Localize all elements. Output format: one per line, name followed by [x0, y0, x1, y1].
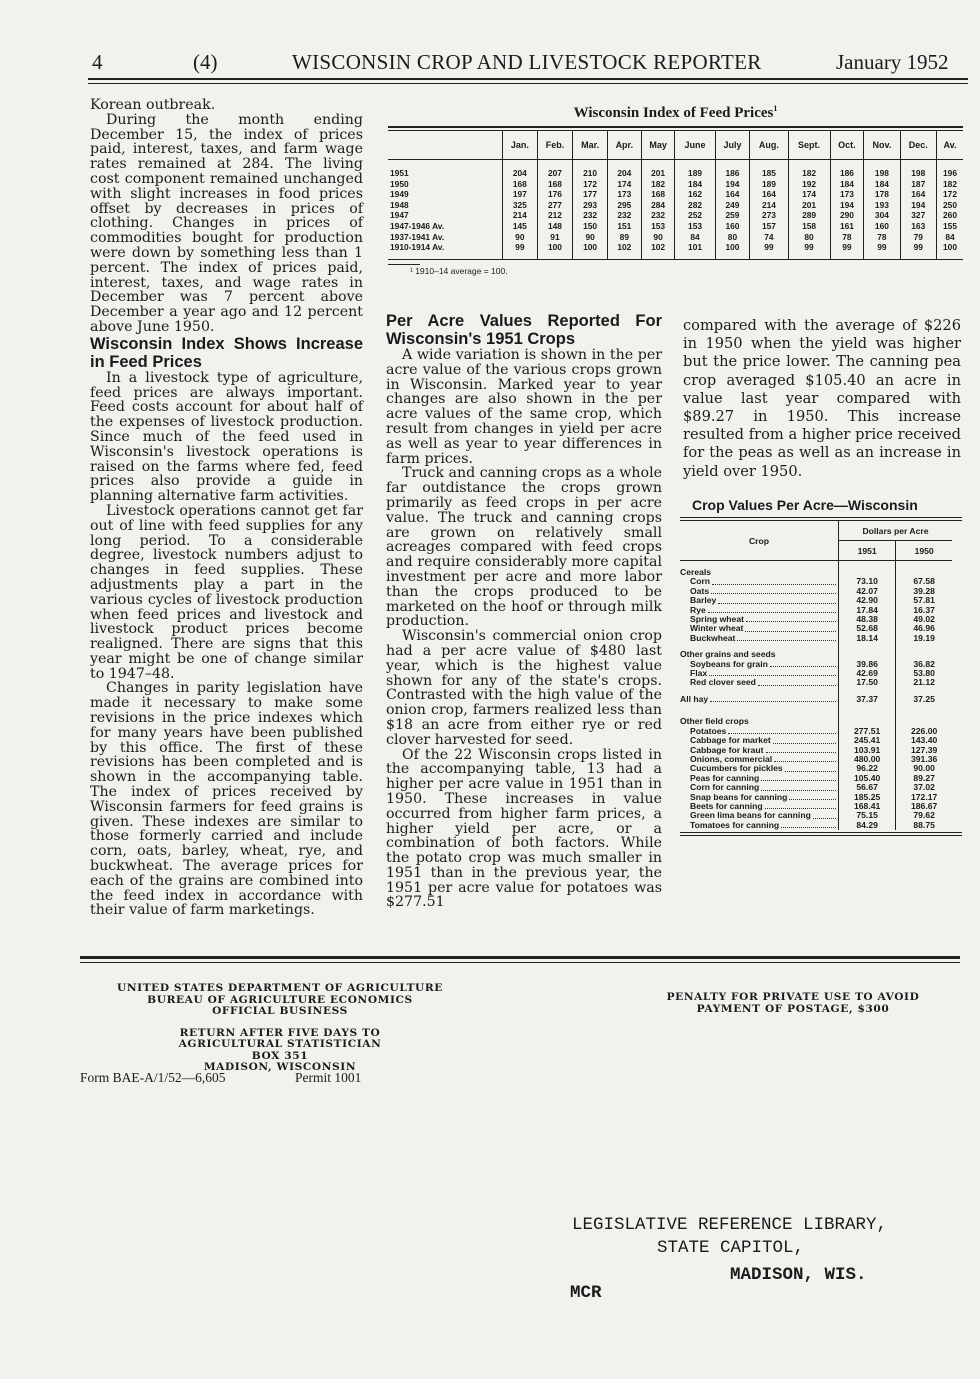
value-1951: 75.15	[839, 811, 896, 820]
row-label: 1947	[390, 210, 409, 221]
header-rule-thin	[88, 83, 968, 84]
table-row	[680, 577, 952, 586]
column-header: May	[641, 131, 675, 160]
table-cell: 182	[937, 179, 964, 190]
value-1950: 186.67	[896, 802, 952, 811]
paragraph: Of the 22 Wisconsin crops listed in the accompanying table, 13 had a higher per acre value in 1951 than in 1950. These increases in value occurred from higher farm prices, a higher yield per acre, or a combination of both factors. While the potato crop was much smaller in 1951 than in the previous year, the 1951 per acre value for potatoes was $277.51	[386, 746, 662, 911]
table-cell: 90	[503, 232, 538, 243]
mailer-line: BUREAU OF AGRICULTURE ECONOMICS	[147, 993, 413, 1006]
address-code: MCR	[570, 1283, 602, 1303]
crop-name: Corn for canning	[690, 782, 760, 793]
table-cell: 178	[864, 189, 900, 200]
crop-name: Cabbage for market	[690, 735, 771, 746]
table-row	[680, 596, 952, 605]
return-address-block	[86, 983, 474, 1074]
value-1951: 168.41	[839, 802, 896, 811]
crop-name: Rye	[690, 604, 706, 615]
address-line: MADISON, WIS.	[730, 1265, 867, 1285]
value-1950: 37.02	[896, 783, 952, 792]
table-row	[388, 189, 963, 200]
value-1950: 16.37	[896, 606, 952, 615]
value-1951: 18.14	[839, 634, 896, 643]
table-cell: 102	[607, 242, 641, 259]
column-header: Sept.	[788, 131, 830, 160]
table-cell: 290	[830, 210, 864, 221]
table-cell: 177	[573, 189, 608, 200]
table-cell: 207	[537, 160, 573, 179]
table-cell: 163	[900, 221, 937, 232]
value-1950: 53.80	[896, 669, 952, 678]
table-cell: 250	[937, 200, 964, 211]
page-number: 4	[92, 50, 103, 74]
group-label: Other field crops	[680, 716, 749, 727]
table-cell: 102	[641, 242, 675, 259]
crop-name: Cabbage for kraut	[690, 744, 764, 755]
column-header: Mar.	[573, 131, 608, 160]
column-header: Apr.	[607, 131, 641, 160]
value-1950: 67.58	[896, 577, 952, 586]
value-1950: 89.27	[896, 774, 952, 783]
table-cell: 99	[864, 242, 900, 259]
table-cell: 232	[573, 210, 608, 221]
table-cell: 277	[537, 200, 573, 211]
value-1951: 42.07	[839, 587, 896, 596]
group-row	[680, 710, 952, 726]
table-cell: 173	[830, 189, 864, 200]
value-1951: 277.51	[839, 727, 896, 736]
feed-table-footnote: ¹ 1910–14 average = 100.	[410, 265, 508, 276]
table-cell: 158	[788, 221, 830, 232]
crop-name: Soybeans for grain	[690, 658, 768, 669]
group-label: Cereals	[680, 567, 712, 577]
column-header: Nov.	[864, 131, 900, 160]
value-1950: 143.40	[896, 736, 952, 745]
crop-name: Tomatoes for canning	[690, 819, 780, 830]
mailer-line: UNITED STATES DEPARTMENT OF AGRICULTURE	[117, 982, 443, 994]
table-cell: 90	[573, 232, 608, 243]
crop-name: Onions, commercial	[690, 753, 773, 764]
table-row	[680, 678, 952, 687]
publication-title: WISCONSIN CROP AND LIVESTOCK REPORTER	[292, 50, 762, 74]
crop-values-table-block	[680, 497, 962, 836]
mailer-line: RETURN AFTER FIVE DAYS TO	[179, 1026, 381, 1039]
mailer-line: BOX 351	[251, 1049, 309, 1062]
table-cell: 168	[641, 189, 675, 200]
value-1950: 391.36	[896, 755, 952, 764]
value-1951: 37.37	[839, 688, 896, 704]
crop-name: Flax	[690, 668, 708, 679]
crop-name: Cucumbers for pickles	[690, 763, 783, 774]
table-cell: 186	[715, 160, 750, 179]
crop-name: Peas for canning	[690, 772, 760, 783]
table-row	[388, 160, 963, 179]
table-cell: 90	[641, 232, 675, 243]
value-1951: 42.69	[839, 669, 896, 678]
address-line: STATE CAPITOL,	[657, 1238, 805, 1258]
paragraph: Livestock operations cannot get far out of line with feed supplies for any long period. To a considerable degree, livestock numbers adjust to changes in feed supplies. These adjustments play a part in the various cycles of livestock production when feed prices and livestock and livestock product prices become realigned. There are signs that this year might be one of change similar to 1947–48.	[90, 502, 363, 682]
mailer-line: OFFICIAL BUSINESS	[212, 1005, 348, 1017]
table-cell: 273	[750, 210, 788, 221]
table-cell: 100	[573, 242, 608, 259]
group-label: Other grains and seeds	[680, 649, 776, 660]
crop-name: Buckwheat	[690, 632, 736, 643]
feed-index-table	[388, 131, 963, 259]
table-cell: 100	[937, 242, 964, 259]
column-header: Jan.	[503, 131, 538, 160]
table-cell: 162	[675, 189, 715, 200]
table-cell: 214	[503, 210, 538, 221]
table-cell: 84	[675, 232, 715, 243]
value-1950: 79.62	[896, 811, 952, 820]
table-cell: 282	[675, 200, 715, 211]
table-cell: 327	[900, 210, 937, 221]
table-cell: 210	[573, 160, 608, 179]
table-cell: 100	[715, 242, 750, 259]
table-cell: 99	[750, 242, 788, 259]
row-label: 1947-1946 Av.	[390, 220, 445, 231]
crop-name: Beets for canning	[690, 800, 763, 811]
table-cell: 74	[750, 232, 788, 243]
row-label: 1951	[390, 168, 409, 178]
column-header: Dollars per Acre	[839, 521, 953, 541]
feed-table-body	[388, 160, 963, 259]
column-header: Dec.	[900, 131, 937, 160]
table-cell: 284	[641, 200, 675, 211]
table-cell: 189	[675, 160, 715, 179]
table-cell: 295	[607, 200, 641, 211]
crop-table-title: Crop Values Per Acre—Wisconsin	[692, 497, 918, 513]
crop-name: Potatoes	[690, 725, 727, 736]
value-1950: 88.75	[896, 821, 952, 830]
table-cell: 187	[900, 179, 937, 190]
page-header	[88, 44, 968, 78]
table-cell: 173	[607, 189, 641, 200]
row-label: 1910-1914 Av.	[390, 242, 445, 253]
value-1950: 172.17	[896, 793, 952, 802]
table-cell: 101	[675, 242, 715, 259]
table-cell: 78	[864, 232, 900, 243]
value-1951: 17.84	[839, 606, 896, 615]
table-cell: 172	[573, 179, 608, 190]
value-1951: 42.90	[839, 596, 896, 605]
table-cell: 99	[503, 242, 538, 259]
table-cell: 197	[503, 189, 538, 200]
penalty-line: PAYMENT OF POSTAGE, $300	[696, 1002, 890, 1015]
feed-table-title: Wisconsin Index of Feed Prices$^1$	[573, 104, 778, 121]
table-cell: 289	[788, 210, 830, 221]
table-cell: 150	[573, 221, 608, 232]
table-row	[680, 821, 952, 830]
middle-column	[386, 312, 662, 910]
table-cell: 168	[537, 179, 573, 190]
table-row	[388, 200, 963, 211]
row-label: 1950	[390, 178, 409, 189]
value-1950: 19.19	[896, 634, 952, 643]
table-cell: 160	[715, 221, 750, 232]
table-cell: 153	[675, 221, 715, 232]
column-header: Av.	[937, 131, 964, 160]
column-header: 1950	[896, 541, 952, 561]
value-1951: 39.86	[839, 660, 896, 669]
table-cell: 89	[607, 232, 641, 243]
value-1950: 57.81	[896, 596, 952, 605]
column-header: Oct.	[830, 131, 864, 160]
table-cell: 99	[900, 242, 937, 259]
table-cell: 260	[937, 210, 964, 221]
column-header: Crop	[680, 521, 839, 561]
value-1950: 21.12	[896, 678, 952, 687]
crop-name: Snap beans for canning	[690, 791, 788, 802]
table-cell: 176	[537, 189, 573, 200]
table-cell: 249	[715, 200, 750, 211]
table-cell: 153	[641, 221, 675, 232]
crop-name: All hay	[680, 693, 709, 704]
table-cell: 172	[937, 189, 964, 200]
right-column	[683, 317, 961, 481]
value-1951: 48.38	[839, 615, 896, 624]
address-line: LEGISLATIVE REFERENCE LIBRARY,	[572, 1215, 888, 1235]
value-1951: 73.10	[839, 577, 896, 586]
table-cell: 184	[864, 179, 900, 190]
value-1951: 56.67	[839, 783, 896, 792]
table-cell: 151	[607, 221, 641, 232]
table-row	[388, 210, 963, 221]
table-cell: 201	[641, 160, 675, 179]
left-column	[90, 98, 363, 918]
column-header: Aug.	[750, 131, 788, 160]
table-row	[680, 587, 952, 596]
paragraph: A wide variation is shown in the per acre value of the various crops grown in Wisconsin. Marked year to year changes are also shown in the per acre values of the same crop, which result from changes in yield per acre as well as year to year differences in farm prices.	[386, 347, 662, 467]
column-header: July	[715, 131, 750, 160]
feed-index-table-block	[388, 104, 963, 276]
table-cell: 145	[503, 221, 538, 232]
form-number: Form BAE-A/1/52—6,605	[80, 1070, 226, 1085]
crop-name: Winter wheat	[690, 623, 744, 634]
paragraph: Truck and canning crops as a whole far outdistance the crops grown primarily as feed crops in per acre value. The truck and canning crops are grown on relatively small acreages compared with feed crops and require considerably more capital investment per acre and more labor than the crops produced to be marketed on the hoof or through milk production.	[386, 465, 662, 630]
table-cell: 232	[641, 210, 675, 221]
table-cell: 80	[715, 232, 750, 243]
table-cell: 184	[830, 179, 864, 190]
article-heading: Wisconsin Index Shows Increase in Feed Prices	[90, 334, 363, 371]
table-row	[388, 179, 963, 190]
crop-table-body	[680, 561, 952, 831]
crop-name: Oats	[690, 585, 710, 596]
table-cell: 78	[830, 232, 864, 243]
mailer-line: MADISON, WISCONSIN	[203, 1061, 357, 1073]
table-cell: 182	[788, 160, 830, 179]
table-cell: 168	[503, 179, 538, 190]
group-row	[680, 561, 952, 578]
table-cell: 304	[864, 210, 900, 221]
value-1950: 90.00	[896, 764, 952, 773]
row-label: 1948	[390, 199, 409, 210]
issue-date: January 1952	[836, 50, 949, 74]
table-cell: 99	[788, 242, 830, 259]
column-header: Feb.	[537, 131, 573, 160]
table-cell: 185	[750, 160, 788, 179]
table-cell: 99	[830, 242, 864, 259]
penalty-notice	[634, 992, 952, 1015]
value-1951: 96.22	[839, 764, 896, 773]
table-row	[388, 242, 963, 259]
group-row	[680, 643, 952, 659]
footer-rule-thin	[80, 962, 960, 963]
table-cell: 193	[864, 200, 900, 211]
table-row	[388, 232, 963, 243]
paragraph: Korean outbreak.	[90, 97, 216, 113]
crop-name: Green lima beans for canning	[690, 810, 811, 821]
row-label: 1949	[390, 189, 409, 200]
table-cell: 293	[573, 200, 608, 211]
paragraph: In a livestock type of agriculture, feed prices are always important. Feed costs account for about half of the expenses of livestock production. Since much of the feed used in Wisconsin's livestock operations is raised on the farms where fed, feed prices also provide a guide in planning alternative farm activities.	[90, 369, 363, 505]
value-1951: 105.40	[839, 774, 896, 783]
table-cell: 194	[715, 179, 750, 190]
table-cell: 164	[900, 189, 937, 200]
table-cell: 214	[750, 200, 788, 211]
value-1951: 17.50	[839, 678, 896, 687]
table-cell: 161	[830, 221, 864, 232]
table-cell: 252	[675, 210, 715, 221]
table-cell: 192	[788, 179, 830, 190]
crop-name: Spring wheat	[690, 614, 744, 625]
penalty-line: PENALTY FOR PRIVATE USE TO AVOID	[666, 991, 920, 1003]
table-cell: 164	[750, 189, 788, 200]
page-number-paren: (4)	[193, 50, 218, 74]
table-cell: 186	[830, 160, 864, 179]
table-cell: 160	[864, 221, 900, 232]
table-cell: 232	[607, 210, 641, 221]
table-cell: 325	[503, 200, 538, 211]
table-cell: 259	[715, 210, 750, 221]
table-cell: 174	[788, 189, 830, 200]
crop-name: Red clover seed	[690, 677, 756, 688]
value-1950: 226.00	[896, 727, 952, 736]
value-1950: 127.39	[896, 746, 952, 755]
table-cell: 194	[830, 200, 864, 211]
footer-rule	[80, 956, 960, 959]
value-1951: 103.91	[839, 746, 896, 755]
value-1951: 84.29	[839, 821, 896, 830]
column-header: June	[675, 131, 715, 160]
table-cell: 100	[537, 242, 573, 259]
paragraph: Wisconsin's commercial onion crop had a per acre value of $480 last year, which is the highest value shown for any of the state's crops. Contrasted with the high value of the onion crop, farmers realized less than $18 an acre from either rye or red clover harvested for seed.	[386, 628, 662, 748]
permit-number: Permit 1001	[295, 1070, 362, 1085]
table-cell: 196	[937, 160, 964, 179]
table-cell: 79	[900, 232, 937, 243]
header-rule	[88, 78, 968, 80]
feed-table-header-row	[388, 131, 963, 160]
paragraph: compared with the average of $226 in 1950 when the yield was higher but the price lower. The canning pea crop averaged $105.40 an acre in value last year compared with $89.27 in 1950. This increase resulted from a higher price received for the peas as well as an increase in yield over 1950.	[683, 317, 961, 480]
table-cell: 157	[750, 221, 788, 232]
table-cell: 91	[537, 232, 573, 243]
table-cell: 189	[750, 179, 788, 190]
table-cell: 198	[864, 160, 900, 179]
mailer-line: AGRICULTURAL STATISTICIAN	[178, 1038, 382, 1050]
column-header: 1951	[839, 541, 896, 561]
crop-name: Corn	[690, 576, 711, 587]
row-label: 1937-1941 Av.	[390, 231, 445, 242]
value-1950: 39.28	[896, 587, 952, 596]
table-cell: 174	[607, 179, 641, 190]
table-cell: 204	[607, 160, 641, 179]
table-cell: 184	[675, 179, 715, 190]
table-row	[680, 634, 952, 643]
value-1950: 49.02	[896, 615, 952, 624]
value-1951: 245.41	[839, 736, 896, 745]
crop-name: Barley	[690, 595, 717, 606]
table-row	[680, 660, 952, 669]
table-cell: 198	[900, 160, 937, 179]
value-1951: 480.00	[839, 755, 896, 764]
table-cell: 204	[503, 160, 538, 179]
paragraph: During the month ending December 15, the index of prices paid, interest, taxes, and farm wage rates remained at 284. The living cost component remained unchanged with slight increases in food prices offset by decreases in prices of clothing. Changes in prices of commodities bought for production were down by something less than 1 percent. The index of prices paid, interest, taxes, and wage rates in December was 7 percent above December a year ago and 12 percent above June 1950.	[90, 111, 363, 335]
table-cell: 155	[937, 221, 964, 232]
table-cell: 212	[537, 210, 573, 221]
table-cell: 182	[641, 179, 675, 190]
crop-values-table	[680, 521, 952, 830]
table-cell: 164	[715, 189, 750, 200]
value-1950: 36.82	[896, 660, 952, 669]
paragraph: Changes in parity legislation have made it necessary to make some revisions in the price indexes which for many years have been published by this office. The first of these revisions has been completed and is shown in the accompanying table. The index of prices received by Wisconsin farmers for feed grains is given. These indexes are similar to those formerly carried and include corn, oats, barley, wheat, rye, and buckwheat. The average prices for each of the grains are combined into the feed index in accordance with their value of farm marketings.	[90, 680, 363, 919]
table-cell: 80	[788, 232, 830, 243]
table-cell: 194	[900, 200, 937, 211]
value-1951: 52.68	[839, 624, 896, 633]
table-cell: 201	[788, 200, 830, 211]
article-heading: Per Acre Values Reported For Wisconsin's 1951 Crops	[386, 312, 662, 348]
table-row	[388, 221, 963, 232]
value-1950: 37.25	[896, 688, 952, 704]
value-1951: 185.25	[839, 793, 896, 802]
table-cell: 84	[937, 232, 964, 243]
value-1950: 46.96	[896, 624, 952, 633]
table-cell: 148	[537, 221, 573, 232]
table-row	[680, 688, 952, 704]
